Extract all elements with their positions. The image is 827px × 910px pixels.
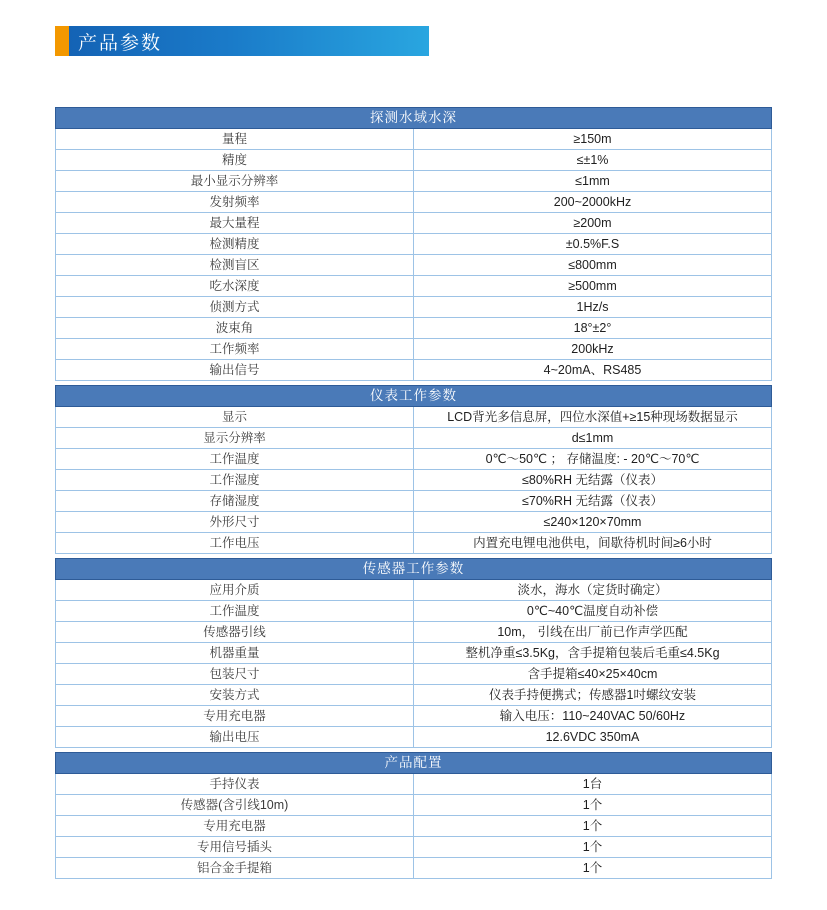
spec-label-cell: 工作电压 [56,533,414,554]
table-title: 探测水域水深 [56,108,772,129]
spec-value-cell: ≤1mm [414,171,772,192]
table-header-row [56,559,772,580]
table-title: 仪表工作参数 [56,386,772,407]
spec-label-cell: 工作频率 [56,339,414,360]
spec-label-cell: 侦测方式 [56,297,414,318]
table-body [56,407,772,554]
spec-label-cell: 铝合金手提箱 [56,858,414,879]
spec-row [56,470,772,491]
spec-value-cell: 0℃~40℃温度自动补偿 [414,601,772,622]
spec-row [56,727,772,748]
spec-label-cell: 显示 [56,407,414,428]
table-title: 产品配置 [56,753,772,774]
spec-value-cell: 18°±2° [414,318,772,339]
spec-label-cell: 传感器(含引线10m) [56,795,414,816]
spec-label-cell: 工作温度 [56,449,414,470]
spec-label-cell: 量程 [56,129,414,150]
spec-value-cell: 1台 [414,774,772,795]
spec-value-cell: ≤240×120×70mm [414,512,772,533]
spec-value-cell: 1个 [414,816,772,837]
spec-row [56,297,772,318]
spec-value-cell: ≤80%RH 无结露（仪表） [414,470,772,491]
spec-value-cell: ≥500mm [414,276,772,297]
spec-value-cell: 200~2000kHz [414,192,772,213]
spec-row [56,449,772,470]
spec-label-cell: 专用充电器 [56,706,414,727]
spec-label-cell: 外形尺寸 [56,512,414,533]
spec-row [56,318,772,339]
spec-row [56,339,772,360]
spec-value-cell: 200kHz [414,339,772,360]
spec-label-cell: 专用充电器 [56,816,414,837]
spec-value-cell: 淡水，海水（定货时确定） [414,580,772,601]
table-body [56,580,772,748]
spec-value-cell: 仪表手持便携式；传感器1吋螺纹安装 [414,685,772,706]
spec-label-cell: 存储湿度 [56,491,414,512]
spec-row [56,360,772,381]
table-title: 传感器工作参数 [56,559,772,580]
spec-table [55,558,772,748]
table-header-row [56,753,772,774]
spec-row [56,512,772,533]
spec-value-cell: ≤800mm [414,255,772,276]
section-banner [55,26,429,56]
spec-value-cell: 0℃～50℃ ； 存储温度: - 20℃～70℃ [414,449,772,470]
spec-row [56,192,772,213]
spec-label-cell: 输出电压 [56,727,414,748]
table-body [56,129,772,381]
spec-value-cell: 1个 [414,837,772,858]
spec-row [56,428,772,449]
spec-table [55,385,772,554]
spec-value-cell: 1个 [414,858,772,879]
spec-row [56,129,772,150]
spec-value-cell: ≥150m [414,129,772,150]
spec-row [56,580,772,601]
spec-label-cell: 传感器引线 [56,622,414,643]
spec-row [56,774,772,795]
spec-value-cell: 整机净重≤3.5Kg，含手提箱包装后毛重≤4.5Kg [414,643,772,664]
spec-value-cell: 1Hz/s [414,297,772,318]
banner-accent-block [55,26,69,56]
spec-label-cell: 工作温度 [56,601,414,622]
spec-value-cell: d≤1mm [414,428,772,449]
spec-value-cell: LCD背光多信息屏，四位水深值+≥15种现场数据显示 [414,407,772,428]
spec-row [56,795,772,816]
spec-row [56,706,772,727]
spec-value-cell: 输入电压：110~240VAC 50/60Hz [414,706,772,727]
table-body [56,774,772,879]
spec-row [56,171,772,192]
spec-row [56,276,772,297]
spec-label-cell: 安装方式 [56,685,414,706]
spec-table [55,107,772,381]
spec-row [56,213,772,234]
spec-row [56,685,772,706]
spec-row [56,622,772,643]
spec-row [56,533,772,554]
spec-value-cell: ≤±1% [414,150,772,171]
spec-row [56,664,772,685]
spec-row [56,255,772,276]
spec-row [56,150,772,171]
spec-label-cell: 波束角 [56,318,414,339]
spec-label-cell: 专用信号插头 [56,837,414,858]
spec-row [56,837,772,858]
spec-value-cell: 1个 [414,795,772,816]
spec-value-cell: 12.6VDC 350mA [414,727,772,748]
spec-table [55,752,772,879]
spec-value-cell: 内置充电锂电池供电，间歇待机时间≥6小时 [414,533,772,554]
spec-label-cell: 输出信号 [56,360,414,381]
spec-row [56,816,772,837]
spec-value-cell: ≥200m [414,213,772,234]
spec-row [56,643,772,664]
spec-row [56,234,772,255]
spec-row [56,858,772,879]
spec-row [56,491,772,512]
spec-row [56,601,772,622]
spec-label-cell: 检测盲区 [56,255,414,276]
spec-row [56,407,772,428]
table-header-row [56,386,772,407]
spec-label-cell: 手持仪表 [56,774,414,795]
spec-label-cell: 最小显示分辨率 [56,171,414,192]
table-header-row [56,108,772,129]
spec-tables [55,107,772,883]
spec-label-cell: 应用介质 [56,580,414,601]
spec-value-cell: ±0.5%F.S [414,234,772,255]
spec-value-cell: 含手提箱≤40×25×40cm [414,664,772,685]
spec-label-cell: 包装尺寸 [56,664,414,685]
spec-label-cell: 吃水深度 [56,276,414,297]
page-title: 产品参数 [78,32,163,54]
spec-label-cell: 发射频率 [56,192,414,213]
spec-label-cell: 精度 [56,150,414,171]
spec-label-cell: 机器重量 [56,643,414,664]
spec-label-cell: 最大量程 [56,213,414,234]
spec-value-cell: 4~20mA、RS485 [414,360,772,381]
spec-value-cell: 10m， 引线在出厂前已作声学匹配 [414,622,772,643]
spec-label-cell: 工作湿度 [56,470,414,491]
spec-label-cell: 检测精度 [56,234,414,255]
spec-label-cell: 显示分辨率 [56,428,414,449]
spec-value-cell: ≤70%RH 无结露（仪表） [414,491,772,512]
banner-bar [69,26,429,56]
